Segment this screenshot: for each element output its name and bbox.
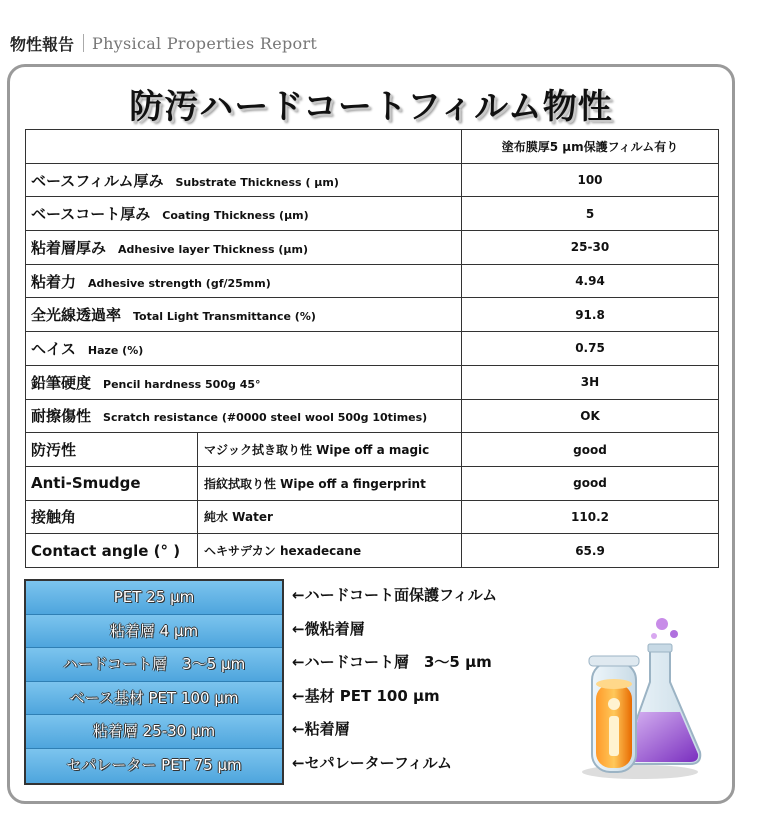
row-value: 25-30 xyxy=(462,231,719,265)
report-title: 防汚ハードコートフィルム物性 xyxy=(129,87,613,127)
row-label: 粘着層厚み Adhesive layer Thickness (µm) xyxy=(26,231,462,265)
properties-table xyxy=(25,129,719,568)
row-label: 全光線透過率 Total Light Transmittance (%) xyxy=(26,298,462,332)
table-header-row xyxy=(26,130,719,164)
layer-note: ←基材 PET 100 µm xyxy=(292,686,440,705)
table-row xyxy=(26,163,719,197)
row-label: ヘイス Haze (%) xyxy=(26,332,462,366)
table-row xyxy=(26,264,719,298)
layer-item: セパレーター PET 75 µm xyxy=(26,749,282,783)
layer-note: ←粘着層 xyxy=(292,720,350,739)
layer-item: 粘着層 25-30 µm xyxy=(26,715,282,749)
row-label: 粘着力 Adhesive strength (gf/25mm) xyxy=(26,264,462,298)
table-column-header: 塗布膜厚5 µm保護フィルム有り xyxy=(462,130,719,164)
table-row xyxy=(26,399,719,433)
row-label: 鉛筆硬度 Pencil hardness 500g 45° xyxy=(26,365,462,399)
table-row xyxy=(26,433,719,467)
header-divider xyxy=(83,34,84,52)
layer-item: ベース基材 PET 100 µm xyxy=(26,682,282,716)
row-value: 65.9 xyxy=(462,534,719,568)
row-value: 91.8 xyxy=(462,298,719,332)
table-row xyxy=(26,332,719,366)
header-title-en: Physical Properties Report xyxy=(92,33,318,53)
row-sublabel: 純水 Water xyxy=(198,500,462,534)
row-sublabel: ヘキサデカン hexadecane xyxy=(198,534,462,568)
layer-item: ハードコート層 3～5 µm xyxy=(26,648,282,682)
header-title-jp: 物性報告 xyxy=(10,34,75,54)
table-row xyxy=(26,231,719,265)
row-label: Contact angle (° ) xyxy=(26,534,198,568)
report-panel xyxy=(7,64,735,804)
row-label: 接触角 xyxy=(26,500,198,534)
layer-notes xyxy=(292,579,497,781)
row-value: 0.75 xyxy=(462,332,719,366)
layer-note: ←ハードコート層 3～5 µm xyxy=(292,653,492,672)
table-row xyxy=(26,466,719,500)
table-header-empty xyxy=(26,130,462,164)
row-value: good xyxy=(462,433,719,467)
row-value: good xyxy=(462,466,719,500)
row-value: 4.94 xyxy=(462,264,719,298)
row-label: Anti-Smudge xyxy=(26,466,198,500)
layer-item: 粘着層 4 µm xyxy=(26,615,282,649)
table-row xyxy=(26,197,719,231)
lab-flask-icon xyxy=(570,612,710,782)
row-sublabel: 指紋拭取り性 Wipe off a fingerprint xyxy=(198,466,462,500)
row-value: OK xyxy=(462,399,719,433)
row-label: 耐擦傷性 Scratch resistance (#0000 steel wool 500g 10times) xyxy=(26,399,462,433)
table-row xyxy=(26,298,719,332)
row-value: 100 xyxy=(462,163,719,197)
row-label: 防汚性 xyxy=(26,433,198,467)
layer-note: ←ハードコート面保護フィルム xyxy=(292,586,498,604)
row-value: 5 xyxy=(462,197,719,231)
row-label: ベースフィルム厚み Substrate Thickness ( µm) xyxy=(26,163,462,197)
layer-item: PET 25 µm xyxy=(26,581,282,615)
row-label: ベースコート厚み Coating Thickness (µm) xyxy=(26,197,462,231)
page-header xyxy=(10,32,317,54)
row-value: 3H xyxy=(462,365,719,399)
row-value: 110.2 xyxy=(462,500,719,534)
layer-note: ←微粘着層 xyxy=(292,619,365,638)
layer-note: ←セパレーターフィルム xyxy=(292,753,453,772)
row-sublabel: マジック拭き取り性 Wipe off a magic xyxy=(198,433,462,467)
table-row xyxy=(26,534,719,568)
layer-stack-diagram xyxy=(24,579,284,785)
table-row xyxy=(26,500,719,534)
table-row xyxy=(26,365,719,399)
